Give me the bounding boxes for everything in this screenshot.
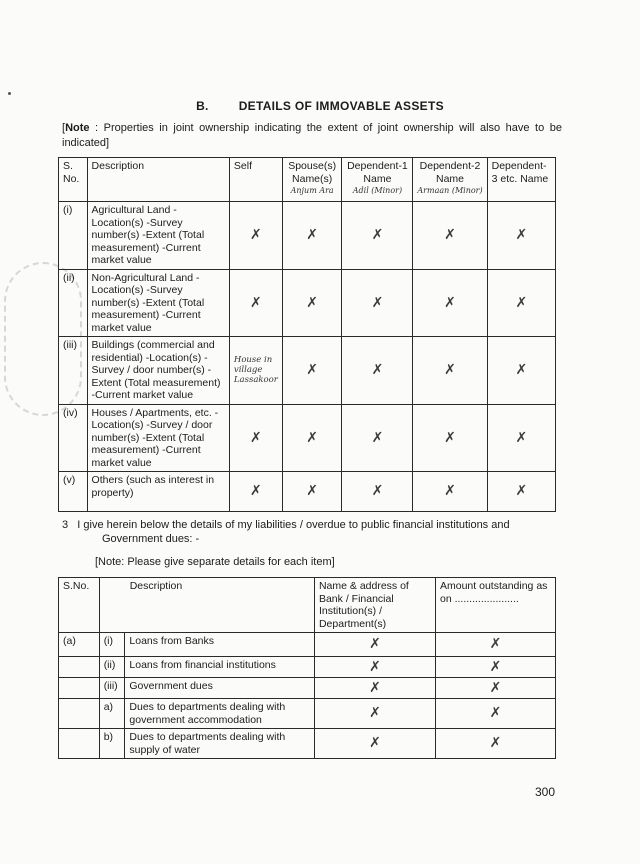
cross-mark: ✗ [413, 269, 487, 337]
header-spouse-label: Spouse(s) Name(s) [288, 160, 337, 185]
cross-mark: ✗ [229, 472, 282, 512]
row-number: (ii) [59, 269, 88, 337]
table-row [59, 472, 556, 512]
row-description: Others (such as interest in property) [87, 472, 229, 512]
cross-mark: ✗ [413, 337, 487, 405]
section-heading [0, 99, 640, 113]
cross-mark: ✗ [282, 472, 342, 512]
row-description: Dues to departments dealing with government accommodation [125, 699, 315, 729]
row-number: (i) [99, 633, 125, 657]
page-number: 300 [535, 785, 556, 799]
handwritten-dependent-2-name: Armaan (Minor) [417, 186, 483, 195]
row-number: (ii) [99, 657, 125, 678]
item-number: 3 [62, 519, 69, 531]
note-label: Note [65, 122, 90, 134]
assets-header-row [59, 158, 556, 202]
cross-mark: ✗ [314, 678, 435, 699]
handwritten-dependent-1-name: Adil (Minor) [352, 186, 403, 195]
table-row [59, 404, 556, 472]
handwritten-spouse-name: Anjum Ara [290, 186, 334, 195]
cross-mark: ✗ [436, 633, 556, 657]
table-row [59, 202, 556, 270]
row-number: (i) [59, 202, 88, 270]
row-description: Buildings (commercial and residential) -Location(s) -Survey / door number(s) -Extent (Total measurement) -Current market value [87, 337, 229, 405]
row-letter [59, 657, 100, 678]
header-amount: Amount outstanding as on ...................... [436, 578, 556, 633]
liabilities-header-row [59, 578, 556, 633]
item-line-2: Government dues: - [102, 533, 200, 545]
cross-mark: ✗ [487, 472, 555, 512]
row-description: Non-Agricultural Land -Location(s) -Survey number(s) -Extent (Total measurement) -Current market value [87, 269, 229, 337]
header-dependent-1-label: Dependent-1 Name [347, 160, 408, 185]
note-text: : Properties in joint ownership indicating the extent of joint ownership will also have to be indicated] [62, 122, 562, 149]
cross-mark: ✗ [487, 202, 555, 270]
row-description: Agricultural Land -Location(s) -Survey number(s) -Extent (Total measurement) -Current market value [87, 202, 229, 270]
cross-mark: ✗ [282, 404, 342, 472]
table-row [59, 657, 556, 678]
row-description: Loans from Banks [125, 633, 315, 657]
header-description: Description [99, 578, 314, 633]
header-dependent-2 [413, 158, 487, 202]
header-sno: S.No. [59, 578, 100, 633]
liabilities-statement [62, 518, 532, 546]
cross-mark: ✗ [229, 269, 282, 337]
table-row [59, 633, 556, 657]
row-description: Houses / Apartments, etc. -Location(s) -Survey / door number(s) -Extent (Total measurement) -Current market value [87, 404, 229, 472]
cross-mark: ✗ [413, 202, 487, 270]
cross-mark: ✗ [413, 472, 487, 512]
cross-mark: ✗ [436, 678, 556, 699]
cross-mark: ✗ [314, 699, 435, 729]
scan-speck [8, 92, 11, 95]
cross-mark: ✗ [487, 337, 555, 405]
table-row [59, 699, 556, 729]
row-number: (iv) [59, 404, 88, 472]
cross-mark: ✗ [314, 657, 435, 678]
row-number: (iii) [59, 337, 88, 405]
table-row [59, 269, 556, 337]
cross-mark: ✗ [436, 657, 556, 678]
table-row [59, 337, 556, 405]
item-line-1: I give herein below the details of my liabilities / overdue to public financial institutions and [77, 519, 510, 531]
row-letter [59, 729, 100, 759]
cross-mark: ✗ [342, 404, 413, 472]
cross-mark: ✗ [229, 202, 282, 270]
header-sno: S. No. [59, 158, 88, 202]
cross-mark: ✗ [436, 699, 556, 729]
row-number: a) [99, 699, 125, 729]
cross-mark: ✗ [314, 729, 435, 759]
immovable-assets-table [58, 157, 556, 512]
row-description: Government dues [125, 678, 315, 699]
cross-mark: ✗ [229, 404, 282, 472]
cross-mark: ✗ [282, 202, 342, 270]
ownership-note: [Note : Properties in joint ownership indicating the extent of joint ownership will also have to be indicated] [62, 122, 562, 149]
cross-mark: ✗ [413, 404, 487, 472]
row-number: b) [99, 729, 125, 759]
row-letter [59, 678, 100, 699]
row-description: Loans from financial institutions [125, 657, 315, 678]
cross-mark: ✗ [487, 404, 555, 472]
row-number: (v) [59, 472, 88, 512]
cross-mark: ✗ [314, 633, 435, 657]
header-bank: Name & address of Bank / Financial Institution(s) / Department(s) [314, 578, 435, 633]
table-row [59, 678, 556, 699]
cross-mark: ✗ [436, 729, 556, 759]
cross-mark: ✗ [342, 269, 413, 337]
separate-details-note: [Note: Please give separate details for each item] [95, 556, 335, 568]
section-letter: B. [196, 99, 209, 113]
header-spouse [282, 158, 342, 202]
cross-mark: ✗ [342, 202, 413, 270]
cross-mark: ✗ [282, 337, 342, 405]
row-letter: (a) [59, 633, 100, 657]
header-dependent-1 [342, 158, 413, 202]
table-row [59, 729, 556, 759]
liabilities-table [58, 577, 556, 759]
header-self: Self [229, 158, 282, 202]
header-dependent-3: Dependent-3 etc. Name [487, 158, 555, 202]
handwritten-house-entry: House in village Lassakoor [229, 337, 282, 405]
cross-mark: ✗ [342, 472, 413, 512]
cross-mark: ✗ [282, 269, 342, 337]
row-description: Dues to departments dealing with supply of water [125, 729, 315, 759]
section-title: DETAILS OF IMMOVABLE ASSETS [238, 99, 444, 113]
cross-mark: ✗ [487, 269, 555, 337]
cross-mark: ✗ [342, 337, 413, 405]
row-letter [59, 699, 100, 729]
header-dependent-2-label: Dependent-2 Name [419, 160, 481, 185]
header-description: Description [87, 158, 229, 202]
row-number: (iii) [99, 678, 125, 699]
